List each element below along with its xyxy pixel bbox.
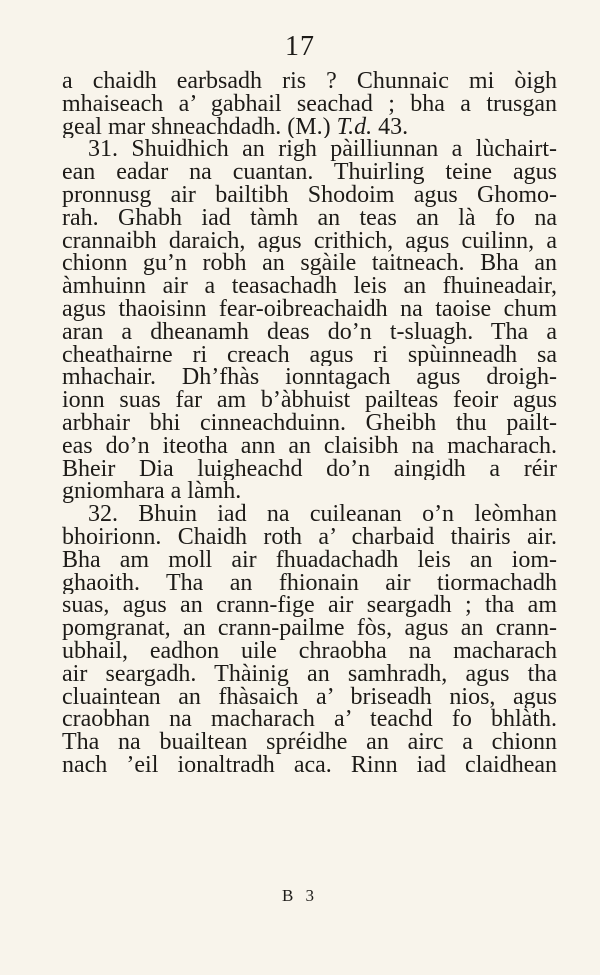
text-line-13: cheathairne ri creach agus ri spùinneadh sa bbox=[62, 343, 557, 367]
text-line-24: suas, agus an crann-fige air seargadh ; tha am bbox=[62, 594, 557, 618]
text-line-4: 31. Shuidhich an righ pàilliunnan a lùchairt- bbox=[88, 138, 557, 162]
text-line-5: ean eadar na cuantan. Thuirling teine agus bbox=[62, 161, 557, 184]
text-line-25: pomgranat, an crann-pailme fòs, agus an crann- bbox=[62, 617, 557, 640]
text-line-8: crannaibh daraich, agus crithich, agus cuilinn, a bbox=[62, 229, 557, 253]
text-line-28: cluaintean an fhàsaich a’ briseadh nios, agus bbox=[62, 685, 557, 709]
page-number: 17 bbox=[285, 31, 315, 62]
text-line-29: craobhan na macharach a’ teachd fo bhlàth. bbox=[62, 708, 557, 732]
text-line-9: chionn gu’n robh an sgàile taitneach. Bha an bbox=[62, 252, 557, 276]
text-line-3-main: geal mar shneachdadh. (M.) bbox=[62, 115, 331, 139]
text-line-27: air seargadh. Thàinig an samhradh, agus tha bbox=[62, 662, 557, 686]
text-line-10: àmhuinn air a teasachadh leis an fhuineadair, bbox=[62, 275, 557, 298]
text-line-23: ghaoith. Tha an fhionain air tiormachadh bbox=[62, 571, 557, 595]
text-line-31: nach ’eil ionaltradh aca. Rinn iad claidhean bbox=[62, 753, 557, 777]
text-line-12: aran a dheanamh deas do’n t-sluagh. Tha a bbox=[62, 320, 557, 344]
text-line-7: rah. Ghabh iad tàmh an teas an là fo na bbox=[62, 206, 557, 230]
reference-number: 43. bbox=[378, 115, 409, 139]
text-line-18: Bheir Dia luigheachd do’n aingidh a réir bbox=[62, 457, 557, 481]
text-line-17: eas do’n iteotha ann an claisibh na macharach. bbox=[62, 434, 557, 458]
text-line-20: 32. Bhuin iad na cuileanan o’n leòmhan bbox=[88, 503, 557, 526]
text-line-30: Tha na buailtean spréidhe an airc a chionn bbox=[62, 731, 557, 754]
text-line-22: Bha am moll air fhuadachadh leis an iom- bbox=[62, 548, 557, 572]
text-line-21: bhoirionn. Chaidh roth a’ charbaid thairis air. bbox=[62, 525, 557, 549]
reference-tag: T.d. bbox=[336, 115, 373, 139]
text-line-11: agus thaoisinn fear-oibreachaidh na taoise chum bbox=[62, 297, 557, 321]
text-line-3 bbox=[62, 116, 557, 139]
body-text bbox=[62, 70, 557, 777]
text-line-6: pronnusg air bailtibh Shodoim agus Ghomo- bbox=[62, 183, 557, 207]
text-line-14: mhachair. Dh’fhàs ionntagach agus droigh- bbox=[62, 366, 557, 390]
text-line-2: mhaiseach a’ gabhail seachad ; bha a trusgan bbox=[62, 92, 557, 116]
text-line-15: ionn suas far am b’àbhuist pailteas feoir agus bbox=[62, 389, 557, 412]
text-line-19: gniomhara a làmh. bbox=[62, 480, 242, 504]
text-line-16: arbhair bhi cinneachduinn. Gheibh thu pailt- bbox=[62, 411, 557, 435]
text-line-1: a chaidh earbsadh ris ? Chunnaic mi òigh bbox=[62, 70, 557, 93]
text-line-26: ubhail, eadhon uile chraobha na macharach bbox=[62, 639, 557, 663]
signature-mark: B 3 bbox=[281, 886, 319, 905]
